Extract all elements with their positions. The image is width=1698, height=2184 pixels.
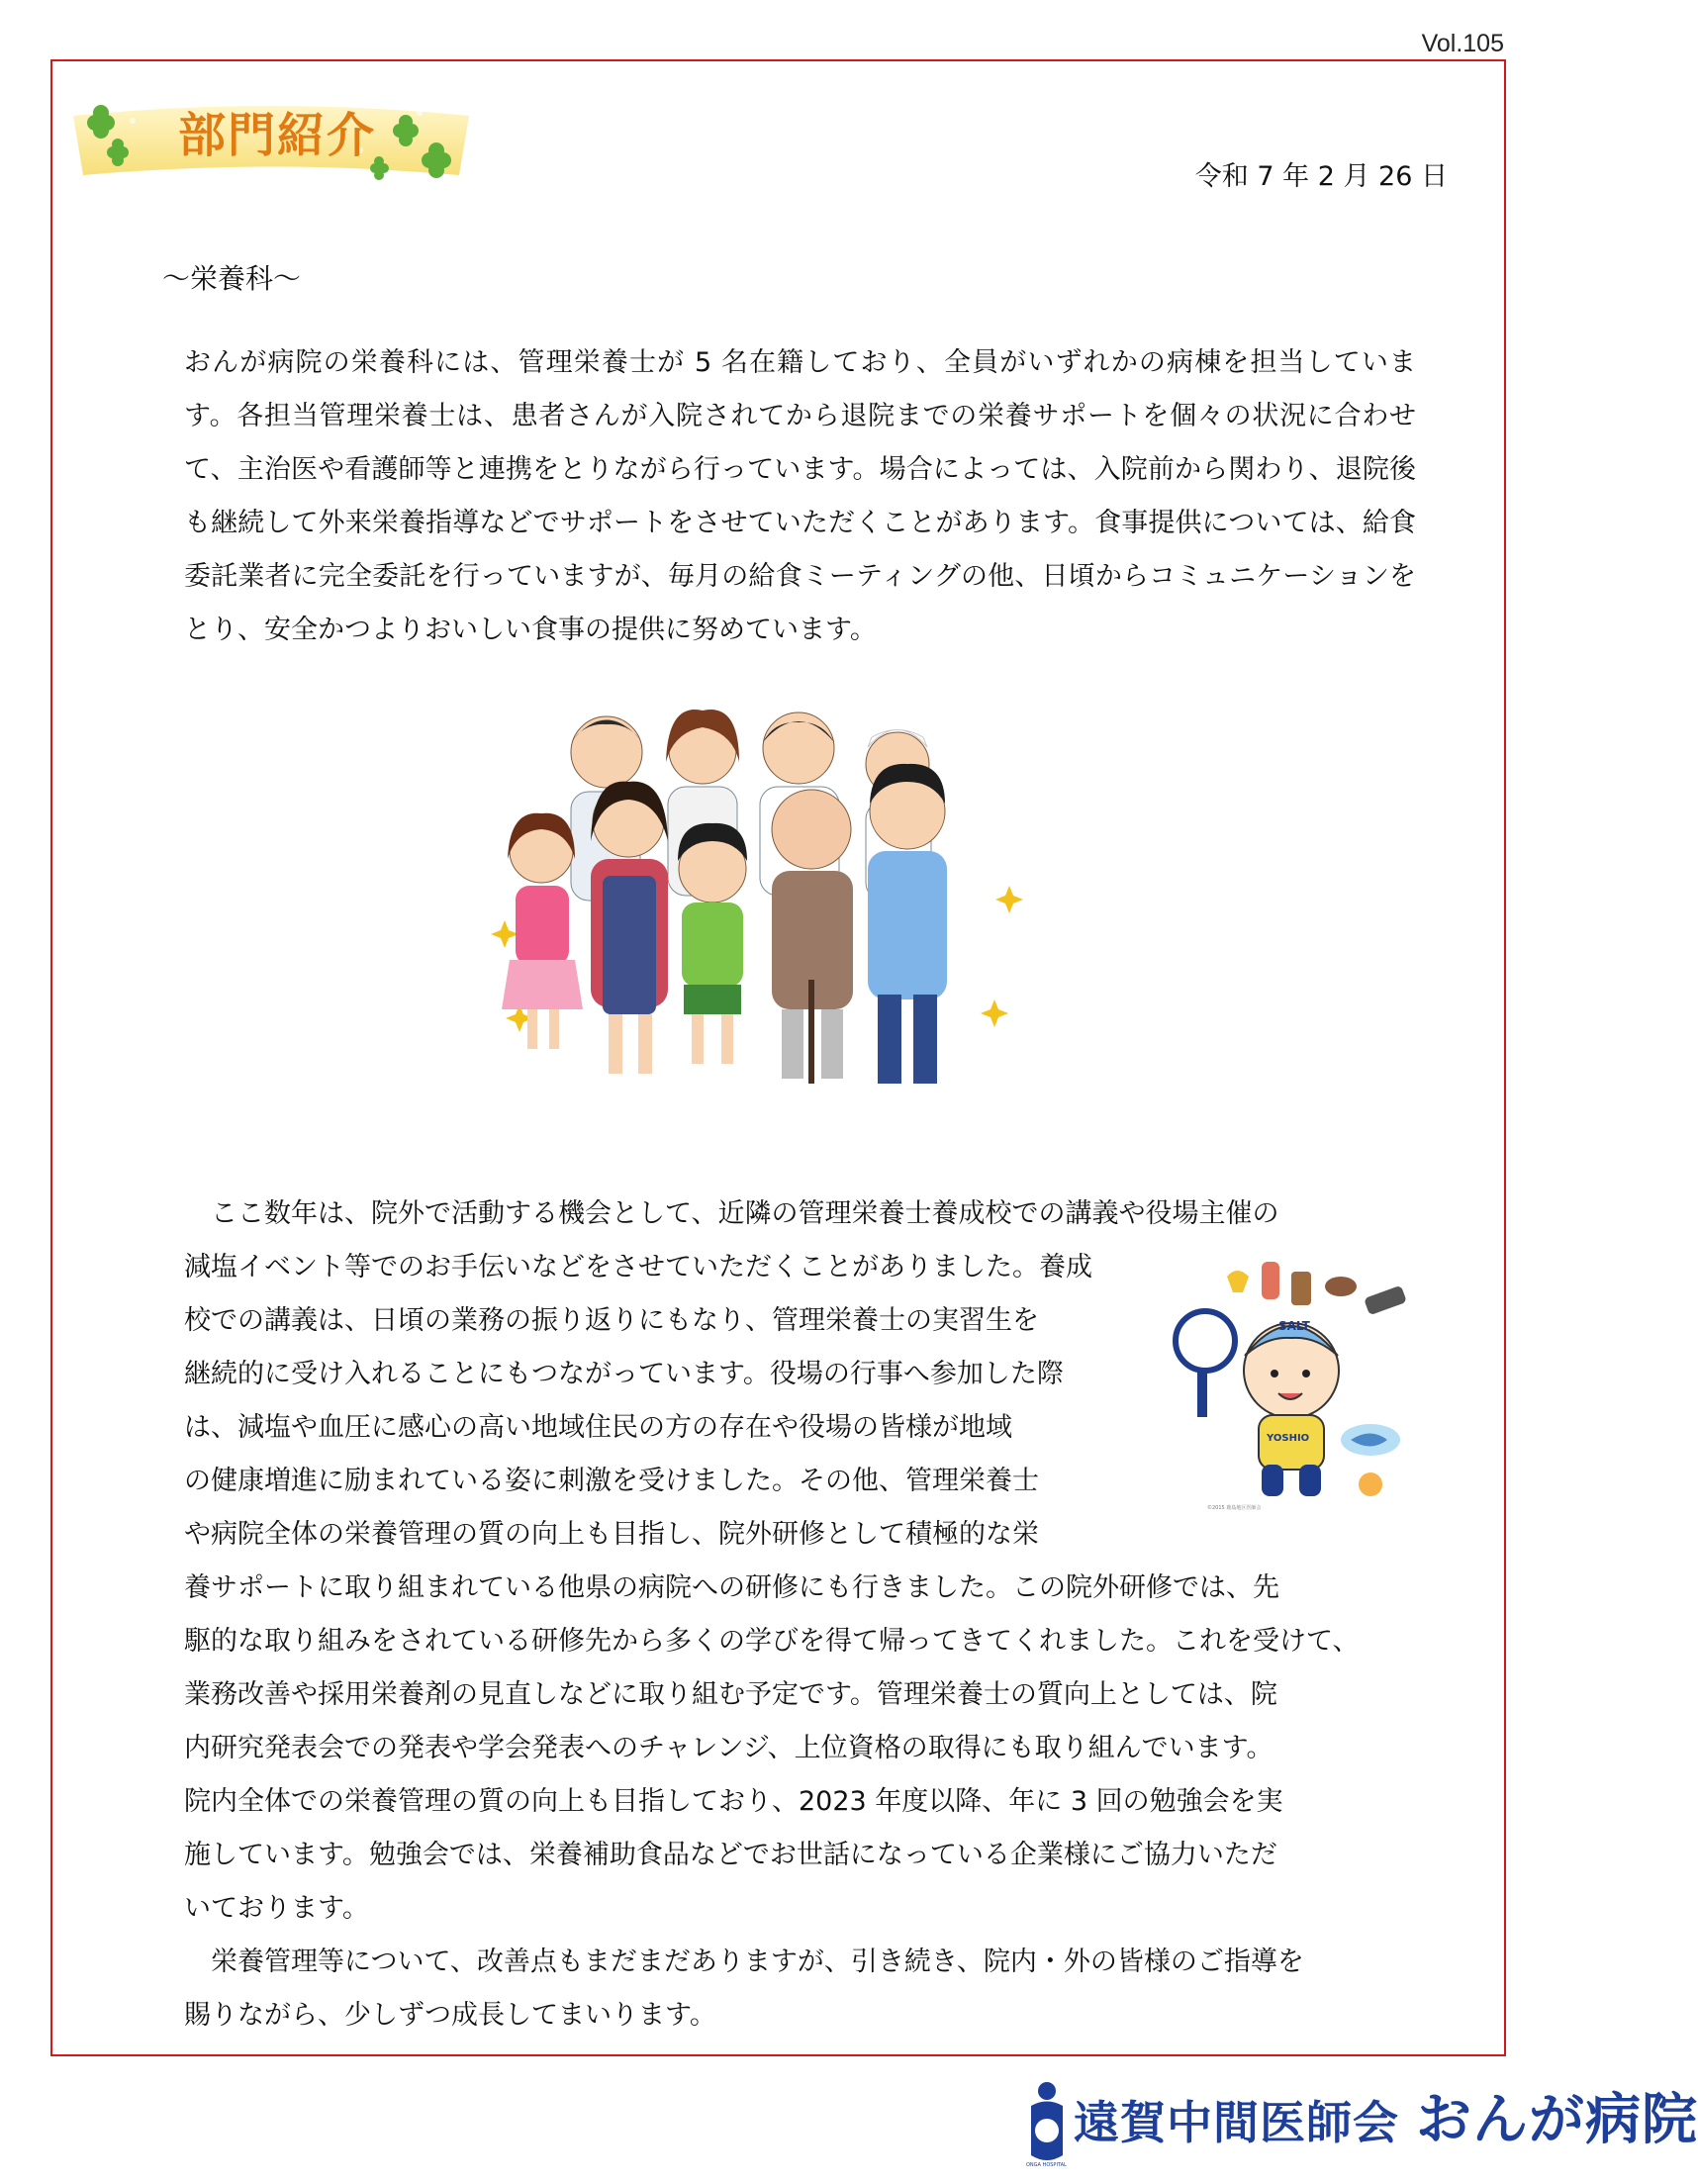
illustration-credit: ©2015 鹿島地区医師会 bbox=[1207, 1505, 1262, 1511]
body-line: 栄養管理等について、改善点もまだまだありますが、引き続き、院内・外の皆様のご指導を bbox=[184, 1947, 1304, 1977]
body-line: いております。 bbox=[184, 1893, 369, 1924]
body-line: 内研究発表会での発表や学会発表へのチャレンジ、上位資格の取得にも取り組んでいます。 bbox=[184, 1733, 1274, 1763]
body-line: の健康増進に励まれている姿に刺激を受けました。その他、管理栄養士 bbox=[184, 1466, 1039, 1496]
body-line: 施しています。勉強会では、栄養補助食品などでお世話になっている企業様にご協力いただ bbox=[184, 1840, 1277, 1870]
logo-hospital-name: おんが病院 bbox=[1416, 2088, 1698, 2152]
body-line: や病院全体の栄養管理の質の向上も目指し、院外研修として積極的な栄 bbox=[184, 1519, 1039, 1550]
section-title: ～栄養科～ bbox=[162, 262, 302, 295]
banner-title: 部門紹介 bbox=[178, 108, 377, 163]
body-line: ここ数年は、院外で活動する機会として、近隣の管理栄養士養成校での講義や役場主催の bbox=[184, 1198, 1279, 1229]
body-line: 継続的に受け入れることにもつながっています。役場の行事へ参加した際 bbox=[184, 1359, 1064, 1389]
mascot-cap-text: SALT bbox=[1278, 1319, 1310, 1333]
body-line: 業務改善や採用栄養剤の見直しなどに取り組む予定です。管理栄養士の質向上としては、院 bbox=[184, 1679, 1277, 1710]
body-line: 養サポートに取り組まれている他県の病院への研修にも行きました。この院外研修では、先 bbox=[184, 1572, 1279, 1603]
publication-date: 令和 7 年 2 月 26 日 bbox=[1194, 161, 1448, 192]
body-line: 賜りながら、少しずつ成長してまいります。 bbox=[184, 2000, 716, 2031]
body-line: 減塩イベント等でのお手伝いなどをさせていただくことがありました。養成 bbox=[184, 1252, 1092, 1282]
family-and-medical-staff-illustration bbox=[480, 693, 1044, 1108]
mascot-apron-text: YOSHIO bbox=[1267, 1433, 1310, 1444]
volume-number: Vol.105 bbox=[1421, 30, 1504, 57]
body-line: 校での講義は、日頃の業務の振り返りにもなり、管理栄養士の実習生を bbox=[184, 1305, 1039, 1336]
salt-mascot-illustration bbox=[1168, 1257, 1420, 1514]
body-line: 院内全体での栄養管理の質の向上も目指しており、2023 年度以降、年に 3 回の勉強会を実 bbox=[184, 1786, 1283, 1817]
logo-org: 遠賀中間医師会 bbox=[1074, 2096, 1399, 2149]
hospital-logo-text bbox=[1074, 2076, 1698, 2155]
intro-paragraph: おんが病院の栄養科には、管理栄養士が 5 名在籍しており、全員がいずれかの病棟を担当しています。各担当管理栄養士は、患者さんが入院されてから退院までの栄養サポートを個々の状況に合わせて、主治医や看護師等と連携をとりながら行っています。場合によっては、入院前から関わり、退院後も継続して外来栄養指導などでサポートをさせていただくことがあります。食事提供については、給食委託業者に完全委託を行っていますが、毎月の給食ミーティングの他、日頃からコミュニケーションをとり、安全かつよりおいしい食事の提供に努めています。 bbox=[184, 347, 1416, 645]
logo-mark-text: ONGA HOSPITAL bbox=[1026, 2162, 1067, 2168]
body-line: は、減塩や血圧に感心の高い地域住民の方の存在や役場の皆様が地域 bbox=[184, 1412, 1012, 1443]
body-line: 駆的な取り組みをされている研修先から多くの学びを得て帰ってきてくれました。これを受けて、 bbox=[184, 1626, 1360, 1657]
